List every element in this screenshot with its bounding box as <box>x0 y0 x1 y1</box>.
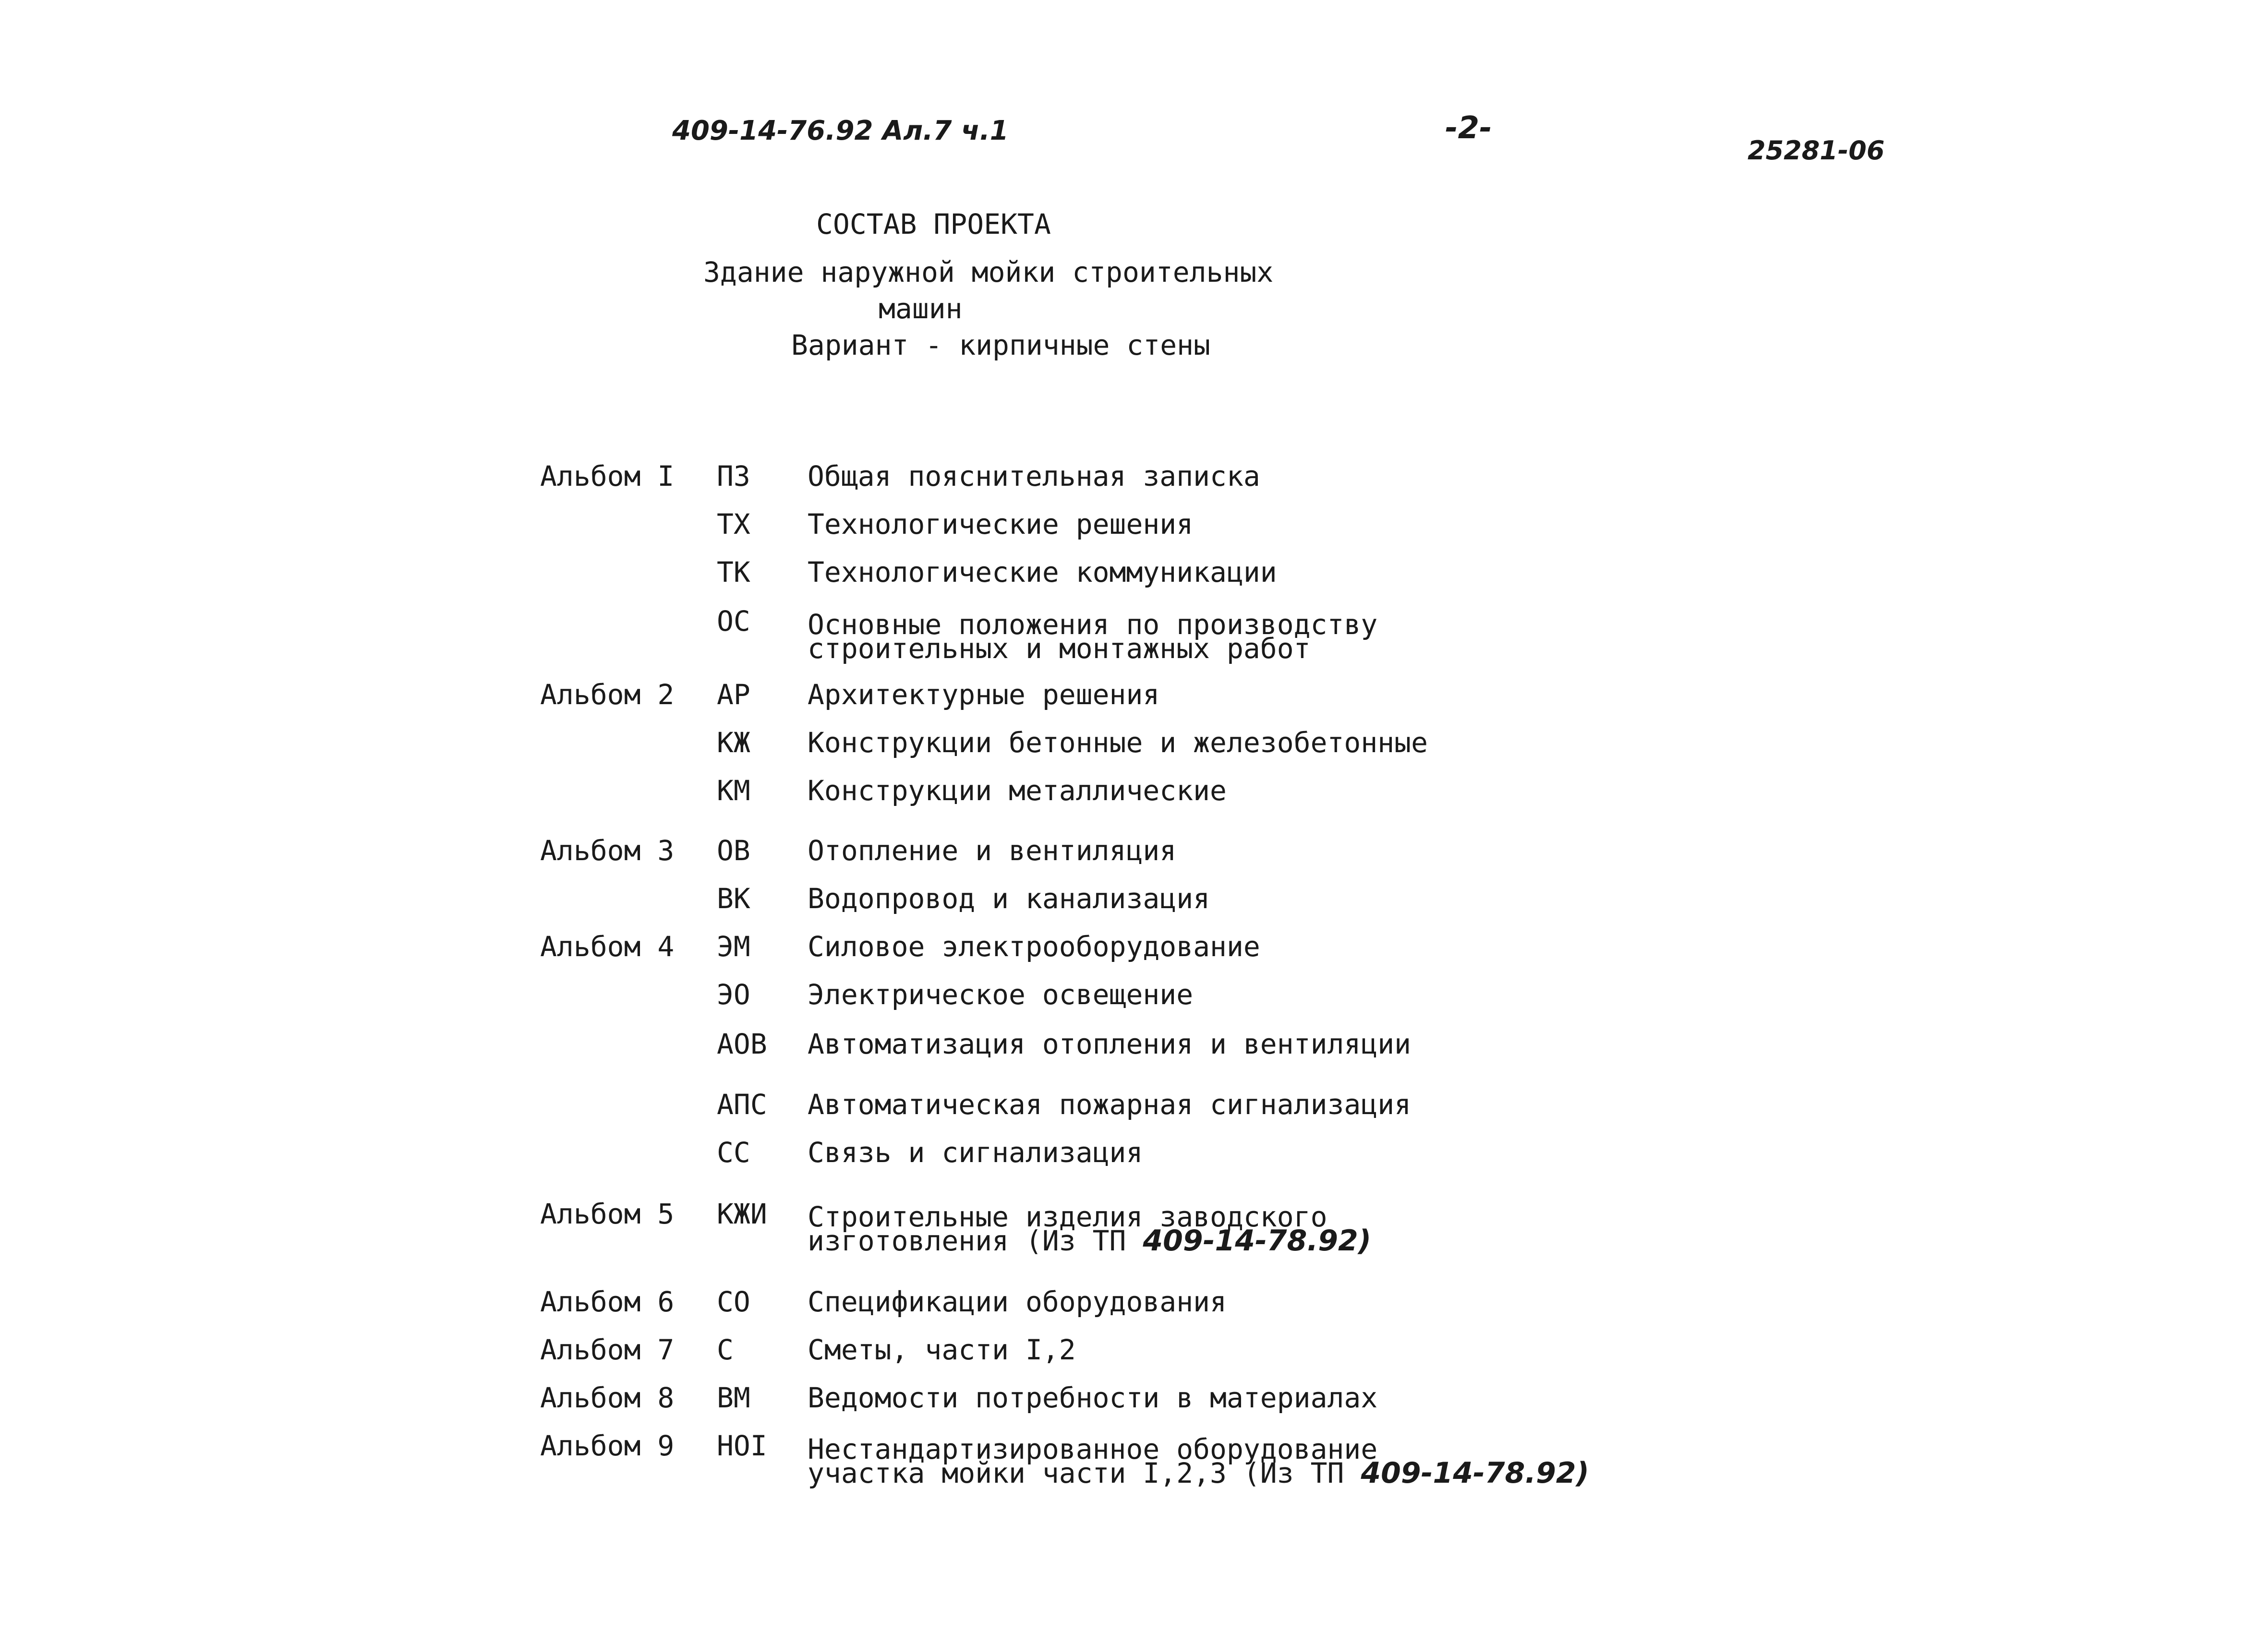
section-code: СС <box>717 1136 750 1169</box>
document-code: 409-14-76.92 Ал.7 ч.1 <box>672 115 1009 146</box>
album-label: Альбом 8 <box>540 1381 675 1414</box>
section-code: ЭО <box>717 978 750 1011</box>
section-description: Строительные изделия заводского <box>808 1200 1327 1233</box>
section-description: Архитектурные решения <box>808 678 1160 711</box>
section-code: КЖИ <box>717 1198 767 1230</box>
section-description: Общая пояснительная записка <box>808 460 1260 492</box>
section-code: КМ <box>717 774 750 807</box>
section-description: Автоматизация отопления и вентиляции <box>808 1028 1411 1060</box>
album-label: Альбом 6 <box>540 1285 675 1318</box>
album-label: Альбом 5 <box>540 1198 675 1230</box>
handwritten-reference: 409-14-78.92) <box>1143 1224 1372 1258</box>
section-description: Основные положения по производству <box>808 608 1378 641</box>
section-code: ВМ <box>717 1381 750 1414</box>
section-description: Технологические решения <box>808 508 1194 540</box>
section-code: СО <box>717 1285 750 1318</box>
inventory-number: 25281-06 <box>1748 135 1885 166</box>
subtitle-line-1: Здание наружной мойки строительных <box>703 256 1274 288</box>
section-description: Отопление и вентиляция <box>808 834 1177 867</box>
section-code: КЖ <box>717 726 750 759</box>
section-code: С <box>717 1333 734 1366</box>
handwritten-reference: 409-14-78.92) <box>1361 1456 1590 1490</box>
section-code: ТХ <box>717 508 750 540</box>
section-code: АПС <box>717 1088 767 1121</box>
section-description-line-2: изготовления (Из ТП 409-14-78.92) <box>808 1224 1372 1258</box>
section-code: АР <box>717 678 750 711</box>
subtitle-line-3: Вариант - кирпичные стены <box>791 329 1210 361</box>
section-description: Ведомости потребности в материалах <box>808 1381 1378 1414</box>
album-label: Альбом 3 <box>540 834 675 867</box>
section-description: Нестандартизированное оборудование <box>808 1433 1378 1465</box>
section-description: Автоматическая пожарная сигнализация <box>808 1088 1411 1121</box>
page-number: -2- <box>1445 110 1492 146</box>
section-code: НОI <box>717 1429 767 1462</box>
section-description-line-2: строительных и монтажных работ <box>808 632 1311 665</box>
section-description: Спецификации оборудования <box>808 1285 1227 1318</box>
section-description: Технологические коммуникации <box>808 556 1277 588</box>
section-description: Конструкции металлические <box>808 774 1227 807</box>
document-title: СОСТАВ ПРОЕКТА <box>816 208 1051 240</box>
section-description: Силовое электрооборудование <box>808 930 1260 963</box>
section-code: АОВ <box>717 1028 767 1060</box>
subtitle-line-2: машин <box>879 292 963 325</box>
section-code: ПЗ <box>717 460 750 492</box>
section-description-line-2: участка мойки части I,2,3 (Из ТП 409-14-78.92) <box>808 1456 1590 1490</box>
section-code: ТК <box>717 556 750 588</box>
album-label: Альбом 9 <box>540 1429 675 1462</box>
section-code: ВК <box>717 882 750 915</box>
section-description: Конструкции бетонные и железобетонные <box>808 726 1428 759</box>
album-label: Альбом 4 <box>540 930 675 963</box>
album-label: Альбом I <box>540 460 675 492</box>
album-label: Альбом 2 <box>540 678 675 711</box>
album-label: Альбом 7 <box>540 1333 675 1366</box>
section-code: ЭМ <box>717 930 750 963</box>
section-description: Сметы, части I,2 <box>808 1333 1076 1366</box>
section-description: Связь и сигнализация <box>808 1136 1143 1169</box>
section-code: ОС <box>717 605 750 637</box>
section-description: Электрическое освещение <box>808 978 1194 1011</box>
section-description: Водопровод и канализация <box>808 882 1210 915</box>
section-code: ОВ <box>717 834 750 867</box>
